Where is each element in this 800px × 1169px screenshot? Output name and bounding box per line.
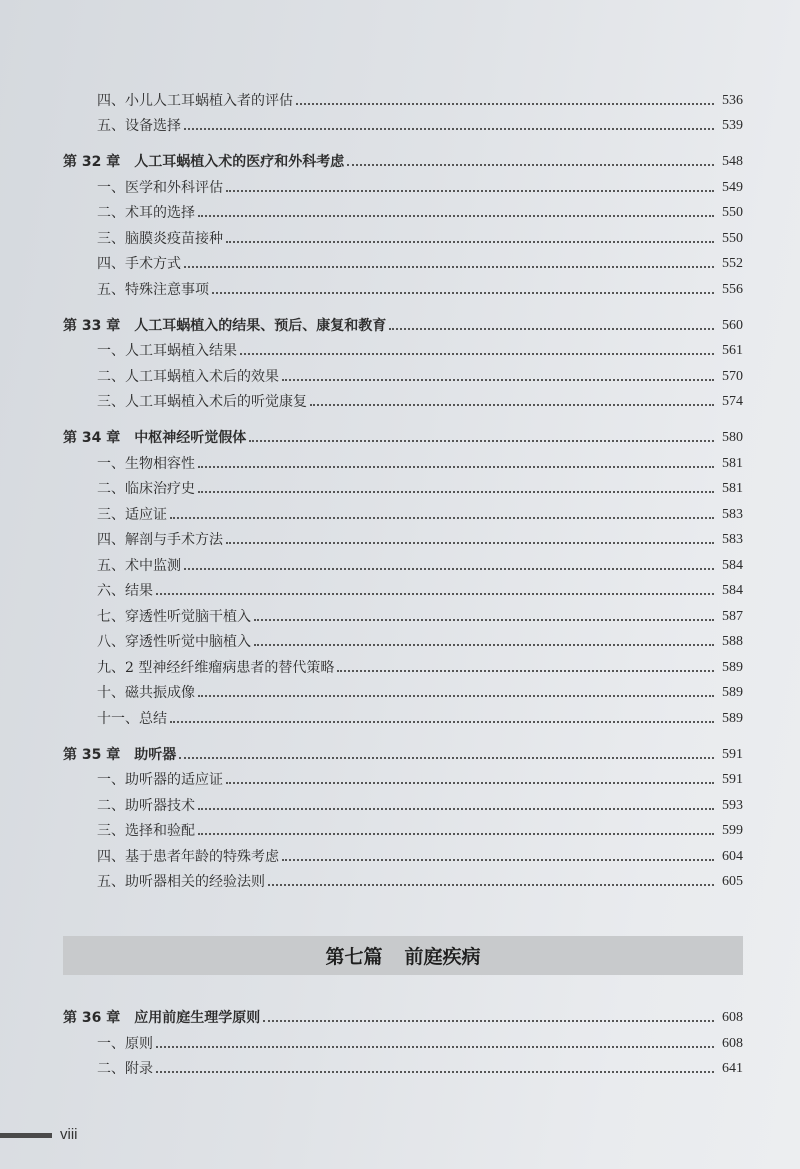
section-label: 三、适应证 — [97, 506, 167, 523]
entry-page-number: 591 — [722, 772, 743, 787]
entry-page-number: 548 — [722, 154, 743, 169]
section-label: 五、设备选择 — [97, 118, 181, 134]
section-label: 五、术中监测 — [97, 557, 181, 574]
chapter-title: 助听器 — [134, 746, 177, 763]
section-label: 二、人工耳蜗植入术后的效果 — [97, 368, 279, 385]
entry-page-number: 556 — [722, 281, 743, 297]
dot-leader — [198, 466, 714, 468]
dot-leader — [170, 721, 714, 723]
dot-leader — [179, 757, 714, 759]
toc-section-entry — [63, 446, 743, 472]
toc-section-entry — [63, 788, 743, 814]
section-label: 一、生物相容性 — [97, 455, 195, 472]
section-label: 二、附录 — [97, 1061, 153, 1077]
section-label: 一、原则 — [97, 1035, 153, 1052]
toc-section-entry — [63, 548, 743, 574]
chapter-number: 第 32 章 — [63, 154, 121, 170]
chapter-number: 第 34 章 — [63, 430, 121, 446]
toc-section-entry — [63, 109, 743, 135]
toc-section-entry — [63, 839, 743, 865]
dot-leader — [212, 292, 714, 294]
table-of-contents-continued — [63, 990, 743, 1077]
dot-leader — [184, 568, 714, 570]
chapter-label — [63, 318, 386, 334]
chapter-title: 中枢神经听觉假体 — [134, 430, 247, 446]
entry-page-number: 589 — [722, 710, 743, 726]
entry-page-number: 587 — [722, 608, 743, 624]
toc-section-entry — [63, 574, 743, 600]
table-of-contents — [63, 83, 743, 890]
dot-leader — [226, 241, 714, 243]
dot-leader — [156, 1046, 714, 1048]
toc-section-entry — [63, 359, 743, 385]
toc-section-entry — [63, 472, 743, 498]
dot-leader — [184, 266, 714, 268]
entry-page-number: 539 — [722, 118, 743, 133]
section-label: 三、脑膜炎疫苗接种 — [97, 230, 223, 247]
entry-page-number: 550 — [722, 205, 743, 220]
toc-chapter-entry — [63, 421, 743, 447]
chapter-label — [63, 154, 344, 170]
dot-leader — [198, 491, 714, 493]
part-heading — [63, 936, 743, 975]
section-label: 九、2 型神经纤维瘤病患者的替代策略 — [97, 659, 335, 676]
section-label: 十一、总结 — [97, 710, 167, 727]
entry-page-number: 536 — [722, 92, 743, 108]
entry-page-number: 550 — [722, 230, 743, 246]
toc-section-entry — [63, 814, 743, 840]
toc-section-entry — [63, 385, 743, 411]
dot-leader — [156, 1071, 714, 1073]
toc-section-entry — [63, 334, 743, 360]
toc-section-entry — [63, 83, 743, 109]
entry-page-number: 552 — [722, 256, 743, 271]
dot-leader — [184, 128, 714, 130]
dot-leader — [337, 670, 714, 672]
section-label: 四、手术方式 — [97, 256, 181, 272]
toc-section-entry — [63, 1052, 743, 1078]
toc-section-entry — [63, 196, 743, 222]
chapter-title: 应用前庭生理学原则 — [134, 1010, 261, 1026]
toc-section-entry — [63, 523, 743, 549]
entry-page-number: 583 — [722, 532, 743, 547]
toc-section-entry — [63, 625, 743, 651]
section-label: 四、基于患者年龄的特殊考虑 — [97, 848, 279, 865]
entry-page-number: 584 — [722, 557, 743, 573]
dot-leader — [389, 328, 714, 330]
dot-leader — [282, 379, 714, 381]
toc-section-entry — [63, 272, 743, 298]
toc-section-entry — [63, 650, 743, 676]
toc-chapter-entry — [63, 1001, 743, 1027]
entry-page-number: 581 — [722, 481, 743, 496]
chapter-label — [63, 430, 246, 446]
entry-page-number: 599 — [722, 823, 743, 838]
dot-leader — [198, 215, 714, 217]
toc-section-entry — [63, 865, 743, 891]
entry-page-number: 581 — [722, 455, 743, 471]
entry-page-number: 549 — [722, 179, 743, 195]
entry-page-number: 589 — [722, 659, 743, 675]
entry-page-number: 570 — [722, 368, 743, 384]
section-label: 四、解剖与手术方法 — [97, 532, 223, 548]
entry-page-number: 560 — [722, 317, 743, 333]
toc-section-entry — [63, 247, 743, 273]
dot-leader — [198, 833, 714, 835]
dot-leader — [226, 782, 714, 784]
toc-section-entry — [63, 1026, 743, 1052]
toc-section-entry — [63, 599, 743, 625]
entry-page-number: 574 — [722, 394, 743, 409]
section-label: 二、助听器技术 — [97, 797, 195, 814]
dot-leader — [226, 190, 714, 192]
chapter-title: 人工耳蜗植入术的医疗和外科考虑 — [134, 154, 345, 170]
dot-leader — [249, 440, 714, 442]
dot-leader — [282, 859, 714, 861]
entry-page-number: 604 — [722, 848, 743, 864]
section-label: 二、临床治疗史 — [97, 481, 195, 497]
chapter-title: 人工耳蜗植入的结果、预后、康复和教育 — [134, 317, 387, 334]
part-title: 前庭疾病 — [404, 946, 481, 968]
section-label: 一、医学和外科评估 — [97, 179, 223, 196]
section-label: 五、特殊注意事项 — [97, 281, 209, 298]
chapter-label — [63, 747, 176, 763]
section-label: 四、小儿人工耳蜗植入者的评估 — [97, 92, 293, 109]
chapter-number: 第 33 章 — [63, 317, 121, 334]
section-label: 三、选择和验配 — [97, 823, 195, 839]
toc-section-entry — [63, 170, 743, 196]
part-number: 第七篇 — [325, 946, 383, 968]
chapter-number: 第 35 章 — [63, 746, 121, 763]
dot-leader — [268, 884, 714, 886]
dot-leader — [263, 1020, 714, 1022]
dot-leader — [254, 619, 714, 621]
toc-section-entry — [63, 701, 743, 727]
entry-page-number: 583 — [722, 506, 743, 522]
footer-rule — [0, 1133, 52, 1138]
entry-page-number: 584 — [722, 583, 743, 598]
chapter-label — [63, 1010, 260, 1026]
dot-leader — [226, 542, 714, 544]
page-number: viii — [60, 1126, 78, 1143]
entry-page-number: 641 — [722, 1061, 743, 1076]
dot-leader — [254, 644, 714, 646]
dot-leader — [170, 517, 714, 519]
entry-page-number: 561 — [722, 343, 743, 358]
toc-section-entry — [63, 676, 743, 702]
entry-page-number: 608 — [722, 1035, 743, 1051]
dot-leader — [156, 593, 714, 595]
section-label: 二、术耳的选择 — [97, 205, 195, 221]
dot-leader — [198, 695, 714, 697]
toc-chapter-entry — [63, 145, 743, 171]
toc-chapter-entry — [63, 737, 743, 763]
dot-leader — [296, 103, 714, 105]
dot-leader — [198, 808, 714, 810]
entry-page-number: 593 — [722, 797, 743, 813]
dot-leader — [310, 404, 714, 406]
dot-leader — [240, 353, 714, 355]
entry-page-number: 588 — [722, 634, 743, 649]
section-label: 五、助听器相关的经验法则 — [97, 874, 265, 890]
entry-page-number: 591 — [722, 746, 743, 762]
toc-chapter-entry — [63, 308, 743, 334]
chapter-number: 第 36 章 — [63, 1010, 121, 1026]
section-label: 八、穿透性听觉中脑植入 — [97, 634, 251, 650]
dot-leader — [347, 164, 714, 166]
section-label: 一、助听器的适应证 — [97, 772, 223, 788]
toc-section-entry — [63, 497, 743, 523]
entry-page-number: 580 — [722, 430, 743, 445]
toc-section-entry — [63, 763, 743, 789]
entry-page-number: 605 — [722, 874, 743, 889]
section-label: 十、磁共振成像 — [97, 685, 195, 701]
section-label: 七、穿透性听觉脑干植入 — [97, 608, 251, 625]
entry-page-number: 589 — [722, 685, 743, 700]
section-label: 三、人工耳蜗植入术后的听觉康复 — [97, 394, 307, 410]
section-label: 一、人工耳蜗植入结果 — [97, 343, 237, 359]
toc-section-entry — [63, 221, 743, 247]
section-label: 六、结果 — [97, 583, 153, 599]
entry-page-number: 608 — [722, 1010, 743, 1025]
